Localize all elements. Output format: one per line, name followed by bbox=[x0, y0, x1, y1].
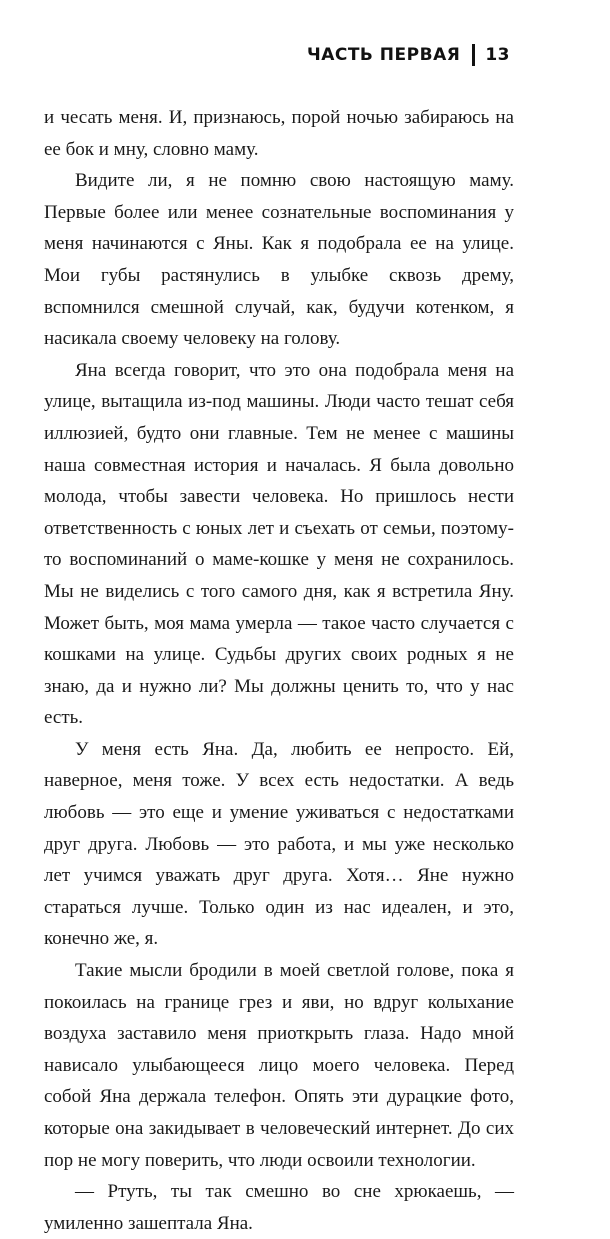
page-body bbox=[44, 102, 514, 1239]
paragraph: Такие мысли бродили в моей светлой голове, пока я покоилась на границе грез и яви, но вдруг колыхание воздуха заставило меня приоткрыть глаза. Надо мной нависало улыбающееся лицо моего человека. Перед собой Яна держала телефон. Опять эти дурацкие фото, которые она закидывает в человеческий интернет. До сих пор не могу поверить, что люди освоили технологии. bbox=[44, 960, 514, 1171]
paragraph: Яна всегда говорит, что это она подобрала меня на улице, вытащила из-под машины. Люди часто тешат себя иллюзией, будто они главные. Тем не менее с машины наша совместная история и началась. Я была довольно молода, чтобы завести человека. Но пришлось нести ответственность с юных лет и съехать от семьи, поэтому-то воспоминаний о маме-кошке у меня не сохранилось. Мы не виделись с того самого дня, как я встретила Яну. Может быть, моя мама умерла — такое часто случается с кошками на улице. Судьбы других своих родных я не знаю, да и нужно ли? Мы должны ценить то, что у нас есть. bbox=[44, 359, 514, 729]
chapter-title: ЧАСТЬ ПЕРВАЯ bbox=[306, 45, 461, 65]
paragraph-continuation: и чесать меня. И, признаюсь, порой ночью забираюсь на ее бок и мну, словно маму. bbox=[44, 107, 514, 160]
paragraph: Видите ли, я не помню свою настоящую маму. Первые более или менее сознательные воспоминания у меня начинаются с Яны. Как я подобрала ее на улице. Мои губы растянулись в улыбке сквозь дрему, вспомнился смешной случай, как, будучи котенком, я насикала своему человеку на голову. bbox=[44, 170, 514, 350]
dialogue-paragraph: — Ртуть, ты так смешно во сне хрюкаешь, — умиленно зашептала Яна. bbox=[44, 1181, 514, 1234]
running-header bbox=[307, 44, 510, 66]
header-separator bbox=[472, 44, 475, 66]
page-number: 13 bbox=[485, 45, 510, 65]
paragraph: У меня есть Яна. Да, любить ее непросто. Ей, наверное, меня тоже. У всех есть недостатки. А ведь любовь — это еще и умение уживаться с недостатками друг друга. Любовь — это работа, и мы уже несколько лет учимся уважать друг друга. Хотя… Яне нужно стараться лучше. Только один из нас идеален, и это, конечно же, я. bbox=[44, 738, 514, 950]
